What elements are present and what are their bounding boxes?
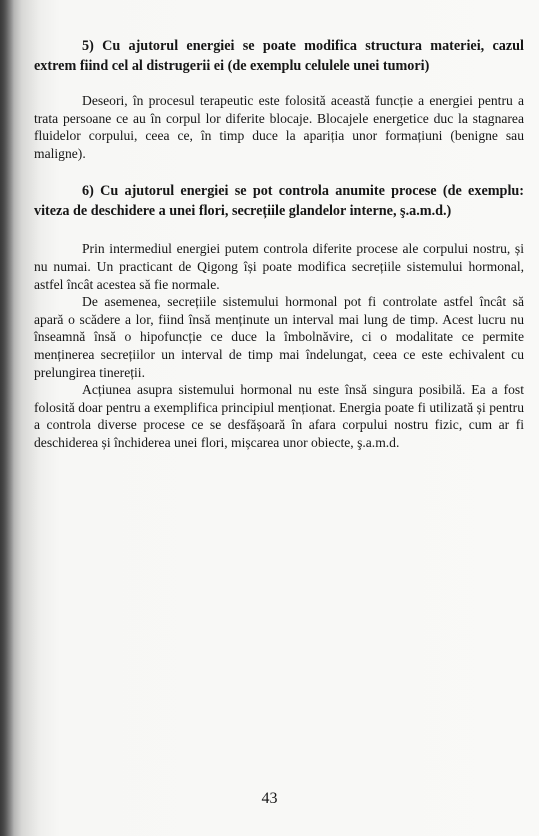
page-number: 43 [261, 790, 278, 807]
page-content [34, 36, 524, 452]
section-6-paragraph-1: Prin intermediul energiei putem controla diferite procese ale corpului nostru, și nu numai. Un practicant de Qigong își poate modifica secrețiile sistemului hormonal, astfel încât acestea să fie normale. [34, 241, 524, 292]
section-5-paragraph: Deseori, în procesul terapeutic este folosită această funcție a energiei pentru a trata persoane ce au în corpul lor diferite blocaje. Blocajele energetice duc la stagnarea fluidelor corpului, ceea ce, în timp duce la apariția unor formațiuni (benigne sau maligne). [34, 93, 524, 161]
section-6-heading: 6) Cu ajutorul energiei se pot controla anumite procese (de exemplu: viteza de deschidere a unei flori, secrețiile glandelor interne, ş.a.m.d.) [34, 183, 524, 220]
binding-shadow [0, 0, 14, 836]
section-6-paragraph-3: Acțiunea asupra sistemului hormonal nu este însă singura posibilă. Ea a fost folosită doar pentru a exemplifica principiul menționat. Energia poate fi utilizată și pentru a controla diverse procese ce se desfășoară în afara corpului nostru fizic, cum ar fi deschiderea și închiderea unei flori, mișcarea unor obiecte, ş.a.m.d. [34, 382, 524, 450]
section-6-paragraph-2: De asemenea, secrețiile sistemului hormonal pot fi controlate astfel încât să apară o scădere a lor, fiind însă menținute un interval mai lung de timp. Acest lucru nu înseamnă însă o hipofuncție ce duce la îmbolnăvire, ci o modalitate ce permite menținerea secrețiilor un interval de timp mai îndelungat, ceea ce este echivalent cu prelungirea tinereții. [34, 294, 524, 380]
section-5-heading: 5) Cu ajutorul energiei se poate modifica structura materiei, cazul extrem fiind cel al distrugerii ei (de exemplu celulele unei tumori) [34, 38, 524, 74]
